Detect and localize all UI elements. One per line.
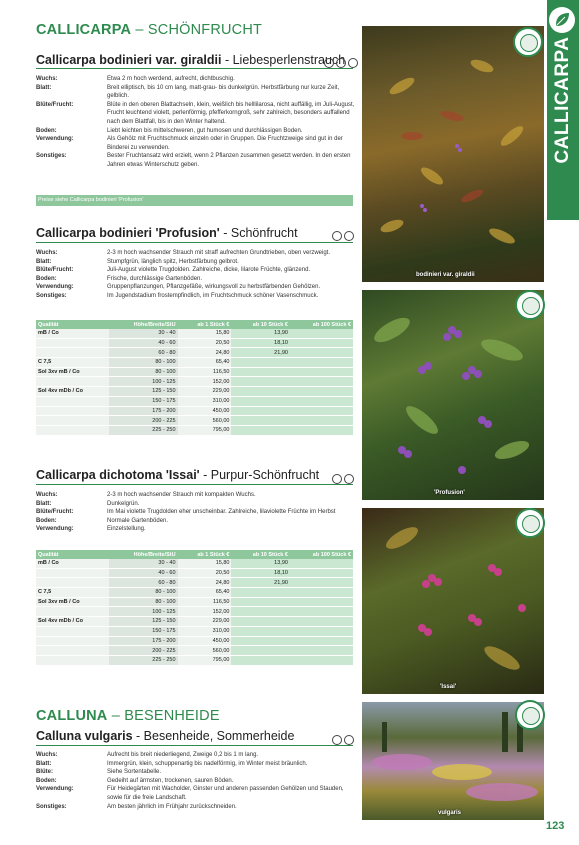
table-cell: 152,00	[178, 377, 232, 387]
table-header-cell: ab 1 Stück €	[178, 550, 232, 559]
table-cell	[231, 617, 289, 627]
table-cell	[290, 568, 353, 578]
partial-shade-icon	[344, 474, 354, 484]
plant-title-issai: Callicarpa dichotoma 'Issai' - Purpur-Schönfrucht	[36, 468, 320, 482]
table-cell	[290, 617, 353, 627]
table-cell: 60 - 80	[109, 578, 177, 588]
table-cell: 30 - 40	[109, 559, 177, 568]
table-row	[36, 377, 353, 387]
table-cell	[231, 358, 289, 368]
table-cell	[36, 578, 109, 588]
table-cell	[36, 646, 109, 656]
table-row	[36, 568, 353, 578]
table-cell: 13,90	[231, 559, 289, 568]
table-cell: 15,80	[178, 329, 232, 338]
sun-icon	[332, 231, 342, 241]
table-cell: 116,50	[178, 367, 232, 377]
divider	[36, 745, 353, 746]
table-cell: 150 - 175	[109, 626, 177, 636]
table-cell	[231, 367, 289, 377]
table-header-cell: Höhe/Breite/StU	[109, 550, 177, 559]
attr-row: Verwendung: Einzelstellung.	[36, 526, 146, 533]
table-cell	[290, 367, 353, 377]
plant-title-profusion: Callicarpa bodinieri 'Profusion' - Schönfrucht	[36, 226, 298, 240]
table-cell: 20,50	[178, 338, 232, 348]
table-cell: 24,80	[178, 348, 232, 358]
table-cell: 560,00	[178, 646, 232, 656]
attributes-profusion	[36, 249, 356, 301]
plant-symbols-issai	[330, 470, 354, 488]
plant-symbols-vulgaris	[330, 731, 354, 749]
attr-row: Boden: Liebt leichten bis mittelschweren, gut humosen und durchlässigen Boden.	[36, 127, 303, 134]
table-cell	[36, 416, 109, 426]
table-cell	[36, 338, 109, 348]
table-cell: 80 - 100	[109, 358, 177, 368]
table-header-cell: ab 100 Stück €	[290, 320, 353, 329]
table-cell: Sol 3xv mB / Co	[36, 367, 109, 377]
table-cell	[231, 655, 289, 665]
price-table-profusion	[36, 320, 353, 436]
attr-row: Verwendung: Gruppenpflanzungen, Pflanzgefäße, wirkungsvoll zu herbstfärbenden Gehölzen.	[36, 284, 321, 291]
table-cell	[290, 416, 353, 426]
table-cell: 100 - 125	[109, 377, 177, 387]
table-cell	[290, 425, 353, 435]
quality-seal-icon	[513, 27, 543, 57]
table-cell: mB / Co	[36, 329, 109, 338]
table-cell: 200 - 225	[109, 646, 177, 656]
table-cell: 100 - 125	[109, 607, 177, 617]
table-cell	[36, 396, 109, 406]
berries-illustration	[362, 508, 544, 694]
plant-symbols-giraldii	[322, 54, 358, 72]
table-row	[36, 425, 353, 435]
table-cell: mB / Co	[36, 559, 109, 568]
table-cell: 65,40	[178, 358, 232, 368]
table-cell	[290, 387, 353, 397]
table-cell: 229,00	[178, 387, 232, 397]
table-cell: 310,00	[178, 396, 232, 406]
table-cell	[231, 646, 289, 656]
table-cell: 13,90	[231, 329, 289, 338]
table-row	[36, 636, 353, 646]
table-cell	[290, 358, 353, 368]
table-cell	[290, 588, 353, 598]
section-title-calluna: CALLUNA – BESENHEIDE	[36, 708, 220, 724]
table-cell: 80 - 100	[109, 367, 177, 377]
table-cell: 175 - 200	[109, 406, 177, 416]
attr-row: Boden: Gedeiht auf ärmsten, trockenen, sauren Böden.	[36, 777, 234, 784]
table-cell: 150 - 175	[109, 396, 177, 406]
attr-row: Sonstiges: Am besten jährlich im Frühjahr zurückschneiden.	[36, 803, 237, 810]
partial-shade-icon	[344, 231, 354, 241]
table-cell	[36, 348, 109, 358]
table-cell: 225 - 250	[109, 425, 177, 435]
table-cell: 80 - 100	[109, 588, 177, 598]
table-cell: 24,80	[178, 578, 232, 588]
table-cell: 20,50	[178, 568, 232, 578]
table-header-cell: Qualität	[36, 550, 109, 559]
table-row	[36, 416, 353, 426]
leaf-icon	[548, 6, 576, 34]
table-cell: 175 - 200	[109, 636, 177, 646]
table-row	[36, 338, 353, 348]
attributes-giraldii	[36, 75, 356, 170]
table-cell: 18,10	[231, 568, 289, 578]
plant-title-giraldii: Callicarpa bodinieri var. giraldii - Liebesperlenstrauch	[36, 53, 346, 67]
section-title-callicarpa: CALLICARPA – SCHÖNFRUCHT	[36, 22, 263, 38]
attr-row: Verwendung: Als Gehölz mit Fruchtschmuck einzeln oder in Gruppen. Die Fruchtzweige sind gut in der Binderei zu verwenden.	[36, 136, 343, 151]
table-row	[36, 646, 353, 656]
table-cell: Sol 3xv mB / Co	[36, 597, 109, 607]
table-row	[36, 387, 353, 397]
table-cell: 560,00	[178, 416, 232, 426]
table-row	[36, 588, 353, 598]
table-cell: 18,10	[231, 338, 289, 348]
attr-row: Wuchs: Etwa 2 m hoch werdend, aufrecht, dichtbuschig.	[36, 76, 235, 82]
attr-row: Boden: Frische, durchlässige Gartenböden.	[36, 275, 203, 282]
attr-row: Sonstiges: Im Jugendstadium frostempfindlich, im Fruchtschmuck schöner Vasenschmuck.	[36, 292, 319, 299]
table-cell	[290, 396, 353, 406]
table-cell: 30 - 40	[109, 329, 177, 338]
table-cell	[231, 636, 289, 646]
divider	[36, 68, 353, 69]
table-row	[36, 406, 353, 416]
photo-caption: 'Profusion'	[434, 490, 465, 496]
table-cell: 225 - 250	[109, 655, 177, 665]
photo-giraldii	[362, 26, 544, 282]
side-tab-label: CALLICARPA	[552, 36, 573, 164]
table-header-row	[36, 320, 353, 329]
table-cell	[290, 406, 353, 416]
table-cell	[36, 636, 109, 646]
attr-row: Blüte: Siehe Sortentabelle.	[36, 769, 162, 776]
table-cell: 310,00	[178, 626, 232, 636]
table-cell	[290, 348, 353, 358]
table-cell	[231, 387, 289, 397]
table-header-cell: Qualität	[36, 320, 109, 329]
table-cell: 450,00	[178, 406, 232, 416]
table-cell	[231, 626, 289, 636]
plant-title-vulgaris: Calluna vulgaris - Besenheide, Sommerheide	[36, 729, 295, 743]
sun-icon	[332, 474, 342, 484]
divider	[36, 242, 353, 243]
table-cell	[290, 597, 353, 607]
table-row	[36, 396, 353, 406]
table-cell	[36, 568, 109, 578]
table-cell: Sol 4xv mDb / Co	[36, 617, 109, 627]
table-cell: 125 - 150	[109, 387, 177, 397]
table-row	[36, 358, 353, 368]
table-cell: 65,40	[178, 588, 232, 598]
table-row	[36, 626, 353, 636]
photo-caption: bodinieri var. giraldii	[416, 272, 475, 278]
table-cell	[290, 636, 353, 646]
table-cell	[231, 588, 289, 598]
table-cell	[36, 406, 109, 416]
table-cell	[290, 655, 353, 665]
attr-row: Sonstiges: Bester Fruchtansatz wird erzielt, wenn 2 Pflanzen zusammen gesetzt werden. In den ersten Jahren etwas Winterschutz geben.	[36, 153, 351, 168]
photo-issai	[362, 508, 544, 694]
photo-caption: vulgaris	[438, 810, 462, 816]
table-cell	[290, 626, 353, 636]
table-header-cell: Höhe/Breite/StU	[109, 320, 177, 329]
table-cell: 450,00	[178, 636, 232, 646]
table-cell: 116,50	[178, 597, 232, 607]
table-row	[36, 329, 353, 338]
attributes-vulgaris	[36, 751, 356, 811]
table-cell	[231, 406, 289, 416]
table-cell	[290, 329, 353, 338]
shield-icon	[348, 58, 358, 68]
table-header-cell: ab 1 Stück €	[178, 320, 232, 329]
table-header-cell: ab 100 Stück €	[290, 550, 353, 559]
table-cell	[231, 607, 289, 617]
table-cell: C 7,5	[36, 358, 109, 368]
sun-icon	[332, 735, 342, 745]
table-cell: 60 - 80	[109, 348, 177, 358]
table-cell	[231, 416, 289, 426]
table-cell: C 7,5	[36, 588, 109, 598]
table-row	[36, 617, 353, 627]
table-cell	[231, 377, 289, 387]
table-row	[36, 597, 353, 607]
table-row	[36, 607, 353, 617]
attr-row: Blüte/Frucht: Juli-August violette Trugdolden. Zahlreiche, dicke, lilarote Früchte, glänzend.	[36, 267, 311, 274]
attr-row: Boden: Normale Gartenböden.	[36, 517, 169, 524]
table-cell	[231, 597, 289, 607]
quality-seal-icon	[515, 508, 545, 538]
attr-row: Wuchs: Aufrecht bis breit niederliegend, Zweige 0,2 bis 1 m lang.	[36, 752, 259, 758]
partial-shade-icon	[336, 58, 346, 68]
table-cell: 40 - 60	[109, 338, 177, 348]
foliage-illustration	[362, 26, 544, 282]
attributes-issai	[36, 491, 356, 534]
table-cell: 125 - 150	[109, 617, 177, 627]
table-cell: Sol 4xv mDb / Co	[36, 387, 109, 397]
table-cell	[36, 377, 109, 387]
table-cell	[290, 338, 353, 348]
price-reference-note: Preise siehe Callicarpa bodinieri 'Profusion'	[36, 195, 353, 206]
page-number: 123	[546, 820, 565, 832]
table-cell	[290, 559, 353, 568]
table-row	[36, 367, 353, 377]
table-cell: 21,90	[231, 348, 289, 358]
table-cell	[290, 646, 353, 656]
table-cell: 795,00	[178, 425, 232, 435]
table-cell: 795,00	[178, 655, 232, 665]
table-header-row	[36, 550, 353, 559]
attr-row: Blatt: Breit elliptisch, bis 10 cm lang, matt-grau- bis dunkelgrün. Herbstfärbung nur kurze Zeit, gelblich.	[36, 84, 340, 100]
sun-icon	[324, 58, 334, 68]
attr-row: Blüte/Frucht: Im Mai violette Trugdolden eher unscheinbar. Zahlreiche, lilaviolette Früchte im Herbst	[36, 509, 336, 516]
table-row	[36, 655, 353, 665]
table-cell	[290, 377, 353, 387]
table-cell: 80 - 100	[109, 597, 177, 607]
attr-row: Blatt: Immergrün, klein, schuppenartig bis nadelförmig, im Winter meist bräunlich.	[36, 760, 308, 767]
table-cell	[36, 607, 109, 617]
table-cell: 40 - 60	[109, 568, 177, 578]
partial-shade-icon	[344, 735, 354, 745]
table-cell	[231, 396, 289, 406]
attr-row: Blatt: Stumpfgrün, länglich spitz, Herbstfärbung gelbrot.	[36, 258, 239, 265]
attr-row: Blatt: Dunkelgrün.	[36, 500, 140, 507]
quality-seal-icon	[515, 700, 545, 730]
table-row	[36, 348, 353, 358]
table-row	[36, 578, 353, 588]
attr-row: Verwendung: Für Heidegärten mit Wacholder, Ginster und anderen passenden Gehölzen und Stauden, sowie für die freie Landschaft.	[36, 786, 344, 801]
attr-row: Wuchs: 2-3 m hoch wachsender Strauch mit straff aufrechten Grundtrieben, oben verzweigt.	[36, 250, 331, 256]
table-cell	[290, 578, 353, 588]
table-cell: 200 - 225	[109, 416, 177, 426]
berries-illustration	[362, 290, 544, 500]
photo-profusion	[362, 290, 544, 500]
table-cell: 21,90	[231, 578, 289, 588]
price-table-issai	[36, 550, 353, 666]
table-cell	[36, 425, 109, 435]
table-cell	[290, 607, 353, 617]
table-header-cell: ab 10 Stück €	[231, 550, 289, 559]
divider	[36, 484, 353, 485]
table-header-cell: ab 10 Stück €	[231, 320, 289, 329]
table-row	[36, 559, 353, 568]
attr-row: Blüte/Frucht: Blüte in den oberen Blattachseln, klein, weißlich bis helllilarosa, nicht auffällig, im Juli-August, Frucht leuchtend violett, perlenförmig, pfefferkorngroß, sehr zahlreich, besonders auffallend nach dem Blattfall, bis in den Winter haltend.	[36, 101, 355, 125]
photo-caption: 'Issai'	[440, 684, 457, 690]
table-cell	[231, 425, 289, 435]
table-cell	[36, 655, 109, 665]
table-cell: 15,80	[178, 559, 232, 568]
attr-row: Wuchs: 2-3 m hoch wachsender Strauch mit kompakten Wuchs.	[36, 492, 256, 498]
table-cell	[36, 626, 109, 636]
quality-seal-icon	[515, 290, 545, 320]
table-cell: 152,00	[178, 607, 232, 617]
table-cell: 229,00	[178, 617, 232, 627]
